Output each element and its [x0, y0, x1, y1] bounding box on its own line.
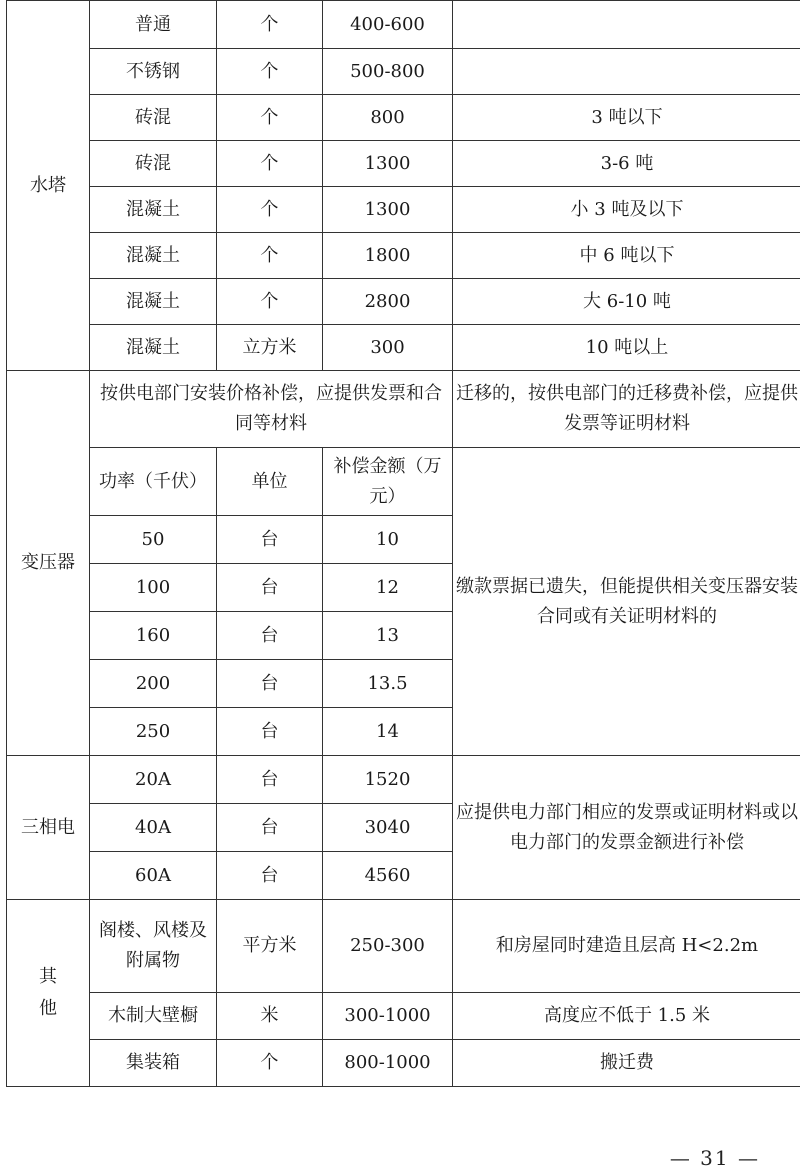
table-row [7, 233, 800, 279]
category-cell-other [7, 900, 90, 1087]
table-row [7, 756, 800, 804]
item-price: 4560 [323, 852, 453, 900]
item-price: 2800 [323, 279, 453, 325]
item-unit: 个 [217, 95, 323, 141]
item-price: 250-300 [323, 900, 453, 993]
table-row [7, 279, 800, 325]
item-unit: 个 [217, 187, 323, 233]
table-row [7, 49, 800, 95]
item-name: 40A [90, 804, 217, 852]
power-value: 200 [90, 660, 217, 708]
item-name: 普通 [90, 1, 217, 49]
transformer-intro-right: 迁移的，按供电部门的迁移费补偿，应提供发票等证明材料 [453, 371, 800, 448]
table-row [7, 95, 800, 141]
item-price: 800 [323, 95, 453, 141]
category-cell-three-phase: 三相电 [7, 756, 90, 900]
item-name: 20A [90, 756, 217, 804]
item-price: 400-600 [323, 1, 453, 49]
item-unit: 台 [217, 852, 323, 900]
amount-value: 14 [323, 708, 453, 756]
category-cell-transformer: 变压器 [7, 371, 90, 756]
amount-value: 12 [323, 564, 453, 612]
power-value: 160 [90, 612, 217, 660]
item-name: 不锈钢 [90, 49, 217, 95]
transformer-note: 缴款票据已遗失，但能提供相关变压器安装合同或有关证明材料的 [453, 448, 800, 756]
category-cell-water-tower: 水塔 [7, 1, 90, 371]
three-phase-note: 应提供电力部门相应的发票或证明材料或以电力部门的发票金额进行补偿 [453, 756, 800, 900]
item-note: 3-6 吨 [453, 141, 800, 187]
table-row [7, 187, 800, 233]
item-unit: 个 [217, 279, 323, 325]
item-unit: 立方米 [217, 325, 323, 371]
item-unit: 台 [217, 516, 323, 564]
item-unit: 台 [217, 564, 323, 612]
item-note: 小 3 吨及以下 [453, 187, 800, 233]
item-name: 砖混 [90, 95, 217, 141]
item-note: 大 6-10 吨 [453, 279, 800, 325]
item-note: 3 吨以下 [453, 95, 800, 141]
item-price: 1520 [323, 756, 453, 804]
page-number: — 31 — [669, 1146, 760, 1170]
amount-value: 10 [323, 516, 453, 564]
amount-value: 13 [323, 612, 453, 660]
item-price: 1300 [323, 187, 453, 233]
item-name: 混凝土 [90, 233, 217, 279]
table-row [7, 900, 800, 993]
item-unit: 个 [217, 49, 323, 95]
item-note [453, 1, 800, 49]
item-unit: 米 [217, 993, 323, 1040]
table-header-row [7, 448, 800, 516]
column-header-amount: 补偿金额（万元） [323, 448, 453, 516]
item-unit: 台 [217, 708, 323, 756]
item-unit: 台 [217, 756, 323, 804]
item-unit: 个 [217, 1, 323, 49]
item-price: 1800 [323, 233, 453, 279]
item-name: 木制大壁橱 [90, 993, 217, 1040]
table-row [7, 993, 800, 1040]
amount-value: 13.5 [323, 660, 453, 708]
item-unit: 个 [217, 233, 323, 279]
item-unit: 个 [217, 1040, 323, 1087]
compensation-table [6, 0, 800, 1087]
table-row [7, 325, 800, 371]
item-note: 搬迁费 [453, 1040, 800, 1087]
item-note: 10 吨以上 [453, 325, 800, 371]
item-unit: 台 [217, 660, 323, 708]
item-unit: 台 [217, 612, 323, 660]
table-row [7, 1, 800, 49]
item-price: 300 [323, 325, 453, 371]
item-price: 800-1000 [323, 1040, 453, 1087]
item-name: 阁楼、风楼及附属物 [90, 900, 217, 993]
item-name: 60A [90, 852, 217, 900]
power-value: 50 [90, 516, 217, 564]
item-note: 中 6 吨以下 [453, 233, 800, 279]
item-price: 300-1000 [323, 993, 453, 1040]
item-name: 砖混 [90, 141, 217, 187]
table-row [7, 141, 800, 187]
power-value: 250 [90, 708, 217, 756]
item-price: 500-800 [323, 49, 453, 95]
item-price: 1300 [323, 141, 453, 187]
column-header-power: 功率（千伏） [90, 448, 217, 516]
item-unit: 个 [217, 141, 323, 187]
transformer-intro-left: 按供电部门安装价格补偿，应提供发票和合同等材料 [90, 371, 453, 448]
category-label-other: 其他 [39, 966, 57, 1019]
item-name: 集装箱 [90, 1040, 217, 1087]
item-note [453, 49, 800, 95]
item-unit: 台 [217, 804, 323, 852]
table-row [7, 371, 800, 448]
item-unit: 平方米 [217, 900, 323, 993]
table-row [7, 1040, 800, 1087]
power-value: 100 [90, 564, 217, 612]
column-header-unit: 单位 [217, 448, 323, 516]
item-price: 3040 [323, 804, 453, 852]
item-name: 混凝土 [90, 279, 217, 325]
item-name: 混凝土 [90, 325, 217, 371]
item-name: 混凝土 [90, 187, 217, 233]
item-note: 和房屋同时建造且层高 H<2.2m [453, 900, 800, 993]
item-note: 高度应不低于 1.5 米 [453, 993, 800, 1040]
